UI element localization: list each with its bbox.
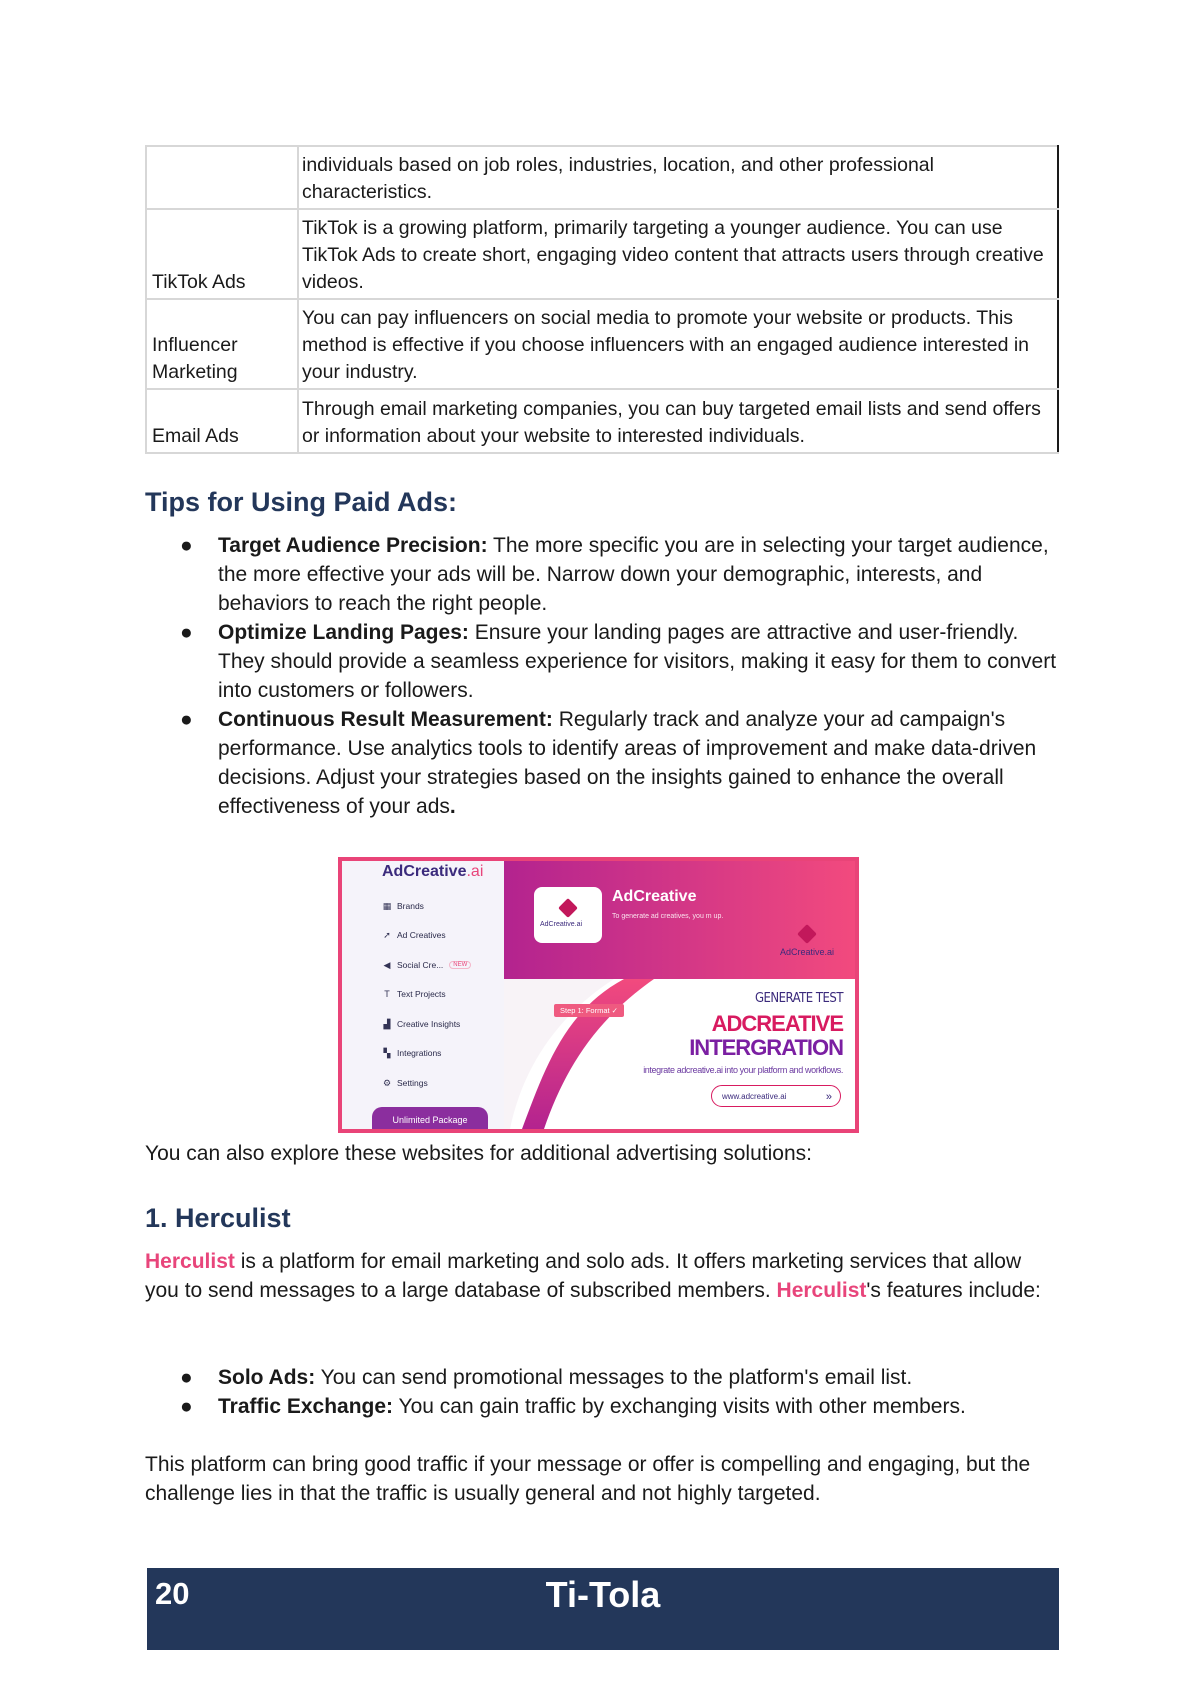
table-cell-label: Email Ads [146, 389, 298, 453]
herculist-closing: This platform can bring good traffic if your message or offer is compelling and engaging, but the challenge lies in that the traffic is usually general and not highly targeted. [145, 1453, 1031, 1505]
tips-list [145, 531, 1060, 821]
megaphone-icon: ◀ [383, 959, 391, 970]
ad-menu-label: Brands [397, 900, 424, 911]
ad-logo-suffix: .ai [466, 863, 484, 880]
adcreative-screenshot [338, 857, 859, 1133]
page-footer [147, 1568, 1059, 1650]
ad-title: AdCreative [612, 888, 697, 905]
footer-brand: Ti-Tola [545, 1574, 661, 1615]
ad-url-pill [711, 1085, 841, 1107]
feature-title: Traffic Exchange: [218, 1395, 394, 1418]
ad-menu-label: Creative Insights [397, 1018, 461, 1029]
ad-menu-label: Settings [397, 1077, 428, 1088]
feature-text: You can send promotional messages to the platform's email list. [315, 1366, 913, 1389]
ad-platforms-table [145, 145, 1059, 454]
ad-menu-item [382, 921, 471, 951]
ad-generate-text: GENERATE TEST [754, 991, 843, 1006]
table-row [146, 209, 1058, 299]
grid-icon: ▦ [382, 900, 392, 911]
tip-text: The more specific you are in selecting your target audience, the more effective your ads will be. Narrow down your demographic, interests, and behaviors to reach the right people. [218, 534, 1049, 615]
ad-brand-text: AdCreative.ai [779, 947, 835, 957]
feature-title: Solo Ads: [218, 1366, 316, 1389]
new-badge: NEW [449, 961, 471, 969]
list-item [145, 1363, 1060, 1392]
herculist-intro-b: 's features include: [866, 1279, 1041, 1302]
table-cell-label: Influencer Marketing [146, 299, 298, 389]
table-row [146, 389, 1058, 453]
herculist-heading: 1. Herculist [145, 1203, 291, 1233]
table-cell-text: individuals based on job roles, industries, location, and other professional characteristics. [298, 146, 1058, 209]
ad-menu-item [382, 1068, 471, 1098]
double-chevron-right-icon: » [825, 1091, 832, 1103]
table-cell-label: TikTok Ads [146, 209, 298, 299]
bullet-icon: ● [180, 534, 193, 557]
list-item [145, 618, 1060, 705]
unlimited-package-button: Unlimited Package [372, 1107, 488, 1133]
ad-integrate-text: integrate adcreative.ai into your platform and workflows. [643, 1065, 843, 1075]
ad-logo-main: AdCreative [382, 863, 467, 880]
list-item [145, 1392, 1060, 1421]
table-cell-text: TikTok is a growing platform, primarily targeting a younger audience. You can use TikTok Ads to create short, engaging video content that attracts users through creative videos. [298, 209, 1058, 299]
tip-text: Ensure your landing pages are attractive and user-friendly. They should provide a seamless experience for visitors, making it easy for them to convert into customers or followers. [218, 621, 1057, 702]
ad-menu-label: Integrations [397, 1048, 442, 1059]
tip-title: Optimize Landing Pages: [218, 621, 469, 644]
tip-title: Target Audience Precision: [218, 534, 488, 557]
ad-logo-card [534, 887, 602, 943]
herculist-link[interactable]: Herculist [776, 1279, 867, 1302]
gear-icon: ⚙ [382, 1077, 392, 1088]
tip-text: Regularly track and analyze your ad campaign's performance. Use analytics tools to identify areas of improvement and make data-driven decisions. Adjust your strategies based on the insights gained to enhance the overall effectiveness of your ads [218, 708, 1037, 818]
herculist-link[interactable]: Herculist [145, 1250, 235, 1273]
ad-brand [772, 927, 842, 957]
ad-menu-item [382, 1039, 471, 1069]
ad-menu-label: Text Projects [397, 989, 446, 1000]
bullet-icon: ● [180, 1366, 193, 1389]
ad-menu-item [382, 950, 471, 980]
ad-menu-item [382, 1009, 471, 1039]
page-number: 20 [155, 1576, 190, 1611]
ad-main-panel [504, 861, 855, 1129]
table-cell-text: You can pay influencers on social media to promote your website or products. This method is effective if you choose influencers with an engaged audience interested in your industry. [298, 299, 1058, 389]
table-cell-text: Through email marketing companies, you can buy targeted email lists and send offers or information about your website to interested individuals. [298, 389, 1058, 453]
step-badge: Step 1: Format ✓ [554, 1004, 624, 1017]
bullet-icon: ● [180, 621, 193, 644]
table-cell-label [146, 146, 298, 209]
integrations-icon: ▚ [383, 1048, 391, 1059]
ad-menu-item [382, 891, 471, 921]
podium-icon: ▟ [383, 1018, 391, 1029]
list-item [145, 705, 1060, 821]
tip-title: Continuous Result Measurement: [218, 708, 553, 731]
rocket-icon: ➚ [383, 930, 391, 941]
bullet-icon: ● [180, 708, 193, 731]
list-item [145, 531, 1060, 618]
herculist-intro-a: is a platform for email marketing and solo ads. It offers marketing services that allow you to send messages to a large database of subscribed members. [145, 1250, 1022, 1302]
ad-headline-1: ADCREATIVE [711, 1011, 843, 1036]
feature-text: You can gain traffic by exchanging visits with other members. [393, 1395, 966, 1418]
ad-menu-label: Social Cre... [397, 959, 444, 970]
ad-card-text: AdCreative.ai [540, 921, 583, 928]
text-icon: T [384, 989, 390, 1000]
adcreative-logo-icon [558, 898, 578, 918]
ad-logo [382, 863, 483, 881]
ad-headline-2: INTERGRATION [689, 1035, 843, 1060]
herculist-features-list [145, 1363, 1060, 1421]
ad-url-text: www.adcreative.ai [722, 1092, 787, 1101]
herculist-intro [145, 1247, 1060, 1305]
table-row [146, 299, 1058, 389]
adcreative-logo-icon [797, 924, 817, 944]
ad-sidebar [342, 861, 504, 1129]
ad-subtitle: To generate ad creatives, you m up. [612, 913, 724, 920]
tips-heading: Tips for Using Paid Ads: [145, 487, 458, 517]
bullet-icon: ● [180, 1395, 193, 1418]
table-row [146, 146, 1058, 209]
ad-menu [382, 891, 471, 1098]
ad-menu-label: Ad Creatives [397, 930, 446, 941]
explore-text: You can also explore these websites for additional advertising solutions: [145, 1142, 812, 1165]
tip-end: . [449, 795, 456, 818]
ad-menu-item [382, 980, 471, 1010]
